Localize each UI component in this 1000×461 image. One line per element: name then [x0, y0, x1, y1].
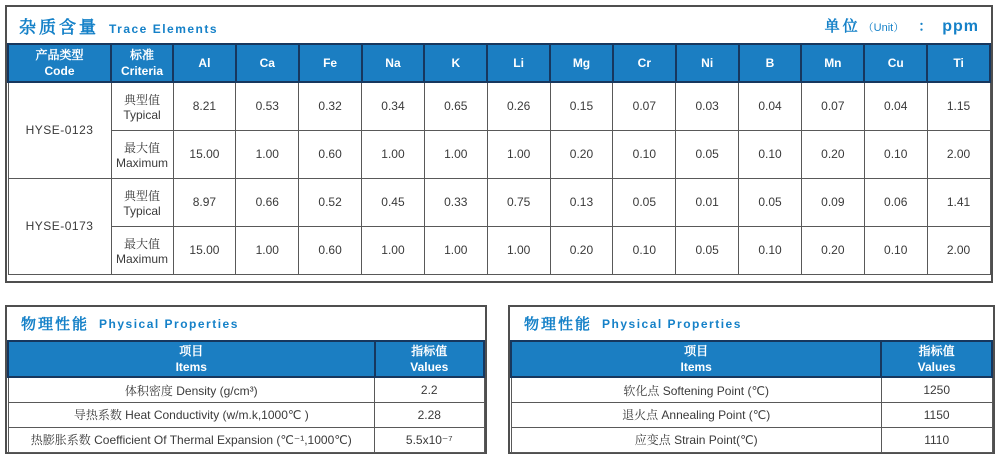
- trace-elements-titlebar: [7, 7, 991, 43]
- criteria-cell-typical: [111, 178, 173, 226]
- col-header-ti: Ti: [927, 44, 990, 82]
- value-cell: 15.00: [173, 226, 236, 274]
- item-cell: 应变点 Strain Point(℃): [511, 427, 881, 452]
- col-header-na: Na: [362, 44, 425, 82]
- product-code-cell: HYSE-0173: [8, 178, 111, 274]
- col-header-ni: Ni: [676, 44, 739, 82]
- physical-properties-left-table: [7, 340, 485, 453]
- value-cell: 1.41: [927, 178, 990, 226]
- table-row-hyse0123-maximum: [8, 130, 990, 178]
- value-cell: 0.10: [864, 130, 927, 178]
- col-header-fe: Fe: [299, 44, 362, 82]
- value-cell: 1.00: [424, 130, 487, 178]
- value-cell: 8.97: [173, 178, 236, 226]
- table-row-hyse0173-maximum: [8, 226, 990, 274]
- value-cell: 0.13: [550, 178, 613, 226]
- col-header-cr: Cr: [613, 44, 676, 82]
- trace-elements-title: [19, 13, 218, 38]
- value-cell: 0.05: [676, 130, 739, 178]
- table-row-density: [8, 377, 484, 402]
- item-cell: 体积密度 Density (g/cm³): [8, 377, 375, 402]
- table-row-annealing-point: [511, 402, 992, 427]
- section-title-en: Physical Properties: [99, 316, 239, 331]
- value-cell: 0.66: [236, 178, 299, 226]
- value-cell: 1.00: [424, 226, 487, 274]
- criteria-typical-en: Typical: [123, 203, 161, 218]
- value-cell: 1150: [881, 402, 992, 427]
- value-cell: 0.32: [299, 82, 362, 130]
- item-cell: 软化点 Softening Point (℃): [511, 377, 881, 402]
- value-cell: 0.20: [801, 226, 864, 274]
- criteria-typical-cn: 典型值: [123, 92, 160, 107]
- value-cell: 0.05: [739, 178, 802, 226]
- physical-properties-left-section: [5, 305, 487, 454]
- physical-properties-right-table: [510, 340, 993, 453]
- unit-colon: ：: [918, 17, 933, 34]
- physical-properties-titlebar: [7, 307, 485, 340]
- value-cell: 0.05: [676, 226, 739, 274]
- value-cell: 0.33: [424, 178, 487, 226]
- trace-header-row: [8, 44, 990, 82]
- col-header-ca: Ca: [236, 44, 299, 82]
- section-title-cn: 杂质含量: [19, 17, 99, 37]
- table-row-hyse0173-typical: [8, 178, 990, 226]
- col-header-product-cn: 产品类型: [35, 47, 84, 62]
- col-header-values: [375, 341, 484, 377]
- value-cell: 0.09: [801, 178, 864, 226]
- col-header-li: Li: [487, 44, 550, 82]
- table-row-heat-conductivity: [8, 402, 484, 427]
- col-header-product-code: [8, 44, 111, 82]
- value-cell: 1.00: [236, 130, 299, 178]
- trace-elements-section: [5, 5, 993, 283]
- item-cell: 导热系数 Heat Conductivity (w/m.k,1000℃ ): [8, 402, 375, 427]
- unit-value: ppm: [942, 17, 979, 35]
- value-cell: 0.53: [236, 82, 299, 130]
- value-cell: 0.34: [362, 82, 425, 130]
- value-cell: 0.07: [613, 82, 676, 130]
- col-header-k: K: [424, 44, 487, 82]
- value-cell: 1.00: [487, 130, 550, 178]
- value-cell: 1.00: [362, 226, 425, 274]
- value-cell: 0.04: [864, 82, 927, 130]
- value-cell: 0.10: [739, 226, 802, 274]
- criteria-maximum-cn: 最大值: [123, 236, 160, 251]
- item-cell: 热膨胀系数 Coefficient Of Thermal Expansion (℃⁻¹,1000℃): [8, 427, 375, 452]
- physical-properties-right-section: [508, 305, 995, 454]
- value-cell: 0.10: [613, 226, 676, 274]
- physical-properties-titlebar: [510, 307, 993, 340]
- col-header-b: B: [739, 44, 802, 82]
- value-cell: 0.04: [739, 82, 802, 130]
- section-title-cn: 物理性能: [524, 316, 593, 333]
- col-header-cu: Cu: [864, 44, 927, 82]
- criteria-cell-typical: [111, 82, 173, 130]
- criteria-maximum-en: Maximum: [115, 155, 168, 170]
- value-cell: 0.52: [299, 178, 362, 226]
- value-cell: 0.26: [487, 82, 550, 130]
- value-cell: 2.2: [375, 377, 484, 402]
- product-code-cell: HYSE-0123: [8, 82, 111, 178]
- col-header-values: [881, 341, 992, 377]
- criteria-maximum-en: Maximum: [115, 251, 168, 266]
- criteria-maximum-cn: 最大值: [123, 140, 160, 155]
- criteria-cell-maximum: [111, 226, 173, 274]
- value-cell: 0.06: [864, 178, 927, 226]
- criteria-typical-en: Typical: [123, 107, 161, 122]
- table-row-thermal-expansion: [8, 427, 484, 452]
- item-cell: 退火点 Annealing Point (℃): [511, 402, 881, 427]
- col-header-mn: Mn: [801, 44, 864, 82]
- value-cell: 2.28: [375, 402, 484, 427]
- value-cell: 1250: [881, 377, 992, 402]
- table-row-softening-point: [511, 377, 992, 402]
- value-cell: 0.10: [613, 130, 676, 178]
- col-header-criteria: [111, 44, 173, 82]
- value-cell: 0.05: [613, 178, 676, 226]
- physical-header-row: [8, 341, 484, 377]
- value-cell: 15.00: [173, 130, 236, 178]
- unit-label-en: （Unit）: [862, 21, 905, 34]
- value-cell: 0.75: [487, 178, 550, 226]
- col-header-criteria-en: Criteria: [120, 64, 164, 78]
- unit-label: [825, 15, 979, 36]
- table-row-strain-point: [511, 427, 992, 452]
- trace-elements-table: [7, 43, 991, 275]
- col-header-al: Al: [173, 44, 236, 82]
- unit-label-cn: 单位: [824, 17, 861, 35]
- col-header-items: [8, 341, 375, 377]
- value-cell: 0.10: [739, 130, 802, 178]
- value-cell: 0.03: [676, 82, 739, 130]
- col-header-items-cn: 项目: [684, 344, 709, 358]
- value-cell: 0.10: [864, 226, 927, 274]
- value-cell: 0.15: [550, 82, 613, 130]
- value-cell: 0.20: [801, 130, 864, 178]
- value-cell: 0.20: [550, 226, 613, 274]
- value-cell: 0.45: [362, 178, 425, 226]
- value-cell: 2.00: [927, 130, 990, 178]
- section-title-en: Trace Elements: [109, 21, 219, 36]
- col-header-values-en: Values: [917, 360, 956, 375]
- physical-header-row: [511, 341, 992, 377]
- col-header-values-cn: 指标值: [411, 344, 448, 358]
- value-cell: 0.60: [299, 130, 362, 178]
- section-title-cn: 物理性能: [21, 316, 90, 333]
- criteria-typical-cn: 典型值: [123, 188, 160, 203]
- value-cell: 1.00: [362, 130, 425, 178]
- col-header-criteria-cn: 标准: [129, 47, 154, 62]
- col-header-items-cn: 项目: [179, 344, 204, 358]
- criteria-cell-maximum: [111, 130, 173, 178]
- col-header-items-en: Items: [680, 360, 712, 375]
- value-cell: 8.21: [173, 82, 236, 130]
- value-cell: 0.65: [424, 82, 487, 130]
- table-row-hyse0123-typical: [8, 82, 990, 130]
- value-cell: 5.5x10⁻⁷: [375, 427, 484, 452]
- col-header-mg: Mg: [550, 44, 613, 82]
- value-cell: 0.20: [550, 130, 613, 178]
- value-cell: 1.00: [236, 226, 299, 274]
- value-cell: 0.01: [676, 178, 739, 226]
- col-header-items-en: Items: [175, 360, 207, 375]
- value-cell: 0.07: [801, 82, 864, 130]
- col-header-values-en: Values: [410, 360, 449, 375]
- value-cell: 0.60: [299, 226, 362, 274]
- value-cell: 1110: [881, 427, 992, 452]
- col-header-product-en: Code: [44, 64, 75, 78]
- col-header-values-cn: 指标值: [918, 344, 955, 358]
- col-header-items: [511, 341, 881, 377]
- value-cell: 2.00: [927, 226, 990, 274]
- value-cell: 1.00: [487, 226, 550, 274]
- section-title-en: Physical Properties: [602, 316, 742, 331]
- value-cell: 1.15: [927, 82, 990, 130]
